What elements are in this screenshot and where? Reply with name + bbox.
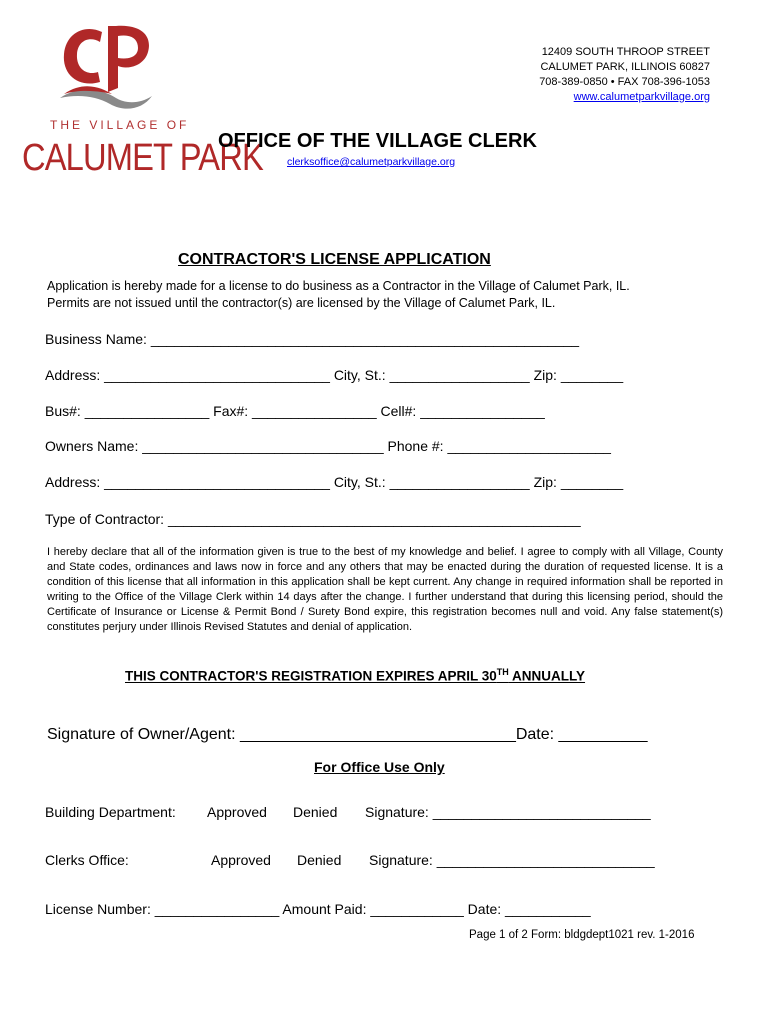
owner-name-field[interactable]: Owners Name: _______________________________ Phone #: _____________________ bbox=[45, 438, 611, 454]
logo-village-of: THE VILLAGE OF bbox=[50, 118, 190, 132]
expiration-main: THIS CONTRACTOR'S REGISTRATION EXPIRES APRIL 30 bbox=[125, 668, 497, 684]
expiration-notice bbox=[125, 667, 585, 684]
clerks-office-label: Clerks Office: bbox=[45, 852, 129, 868]
contractor-type-field[interactable]: Type of Contractor: _____________________________________________________ bbox=[45, 511, 581, 527]
logo-calumet-park: CALUMET PARK bbox=[22, 137, 263, 179]
intro-line-1: Application is hereby made for a license to do business as a Contractor in the Village of Calumet Park, IL. bbox=[47, 279, 630, 293]
intro-line-2: Permits are not issued until the contractor(s) are licensed by the Village of Calumet Park, IL. bbox=[47, 296, 556, 310]
declaration-text: I hereby declare that all of the information given is true to the best of my knowledge and belief. I agree to comply with all Village, County and State codes, ordinances and laws now in force and any others that may be enacted during the duration of requested license. It is a condition of this license that all information in this application shall be kept current. Any change in required information shall be reported in writing to the Office of the Village Clerk within 14 days after the change. I further understand that during this licensing period, should the Certificate of Insurance or License & Permit Bond / Surety Bond expire, this registration becomes null and void. Any false statement(s) constitutes perjury under Illinois Revised Statutes and denial of application. bbox=[47, 546, 723, 633]
expiration-sup: TH bbox=[496, 667, 509, 677]
owner-address-field[interactable]: Address: _____________________________ City, St.: __________________ Zip: ________ bbox=[45, 474, 624, 490]
intro-text bbox=[47, 278, 630, 312]
clerks-signature-field[interactable]: Signature: ____________________________ bbox=[369, 852, 655, 868]
email-container bbox=[287, 156, 455, 168]
building-signature-field[interactable]: Signature: ____________________________ bbox=[365, 804, 651, 820]
building-dept-label: Building Department: bbox=[45, 804, 176, 820]
office-use-title: For Office Use Only bbox=[314, 759, 445, 775]
clerks-approved-option[interactable]: Approved bbox=[211, 852, 271, 868]
page-footer: Page 1 of 2 Form: bldgdept1021 rev. 1-2016 bbox=[469, 929, 695, 941]
village-logo-icon bbox=[56, 18, 156, 114]
email-link[interactable]: clerksoffice@calumetparkvillage.org bbox=[287, 156, 456, 168]
address-line-1: 12409 SOUTH THROOP STREET bbox=[541, 46, 710, 58]
expiration-end: ANNUALLY bbox=[508, 668, 586, 684]
phone-fax: 708-389-0850 • FAX 708-396-1053 bbox=[539, 76, 710, 88]
office-title: OFFICE OF THE VILLAGE CLERK bbox=[218, 130, 537, 152]
license-payment-row[interactable]: License Number: ________________ Amount Paid: ____________ Date: ___________ bbox=[45, 901, 591, 917]
form-title: CONTRACTOR'S LICENSE APPLICATION bbox=[178, 251, 491, 268]
phone-numbers-field[interactable]: Bus#: ________________ Fax#: ________________ Cell#: ________________ bbox=[45, 403, 545, 419]
website-link[interactable]: www.calumetparkvillage.org bbox=[573, 91, 710, 103]
owner-signature-field[interactable]: Signature of Owner/Agent: _______________________________Date: __________ bbox=[47, 726, 648, 743]
business-address-field[interactable]: Address: _____________________________ City, St.: __________________ Zip: ________ bbox=[45, 367, 624, 383]
address-line-2: CALUMET PARK, ILLINOIS 60827 bbox=[540, 61, 710, 73]
business-name-field[interactable]: Business Name: _______________________________________________________ bbox=[45, 331, 580, 347]
building-approved-option[interactable]: Approved bbox=[207, 804, 267, 820]
clerks-denied-option[interactable]: Denied bbox=[297, 852, 342, 868]
building-denied-option[interactable]: Denied bbox=[293, 804, 338, 820]
website-container bbox=[574, 90, 710, 105]
